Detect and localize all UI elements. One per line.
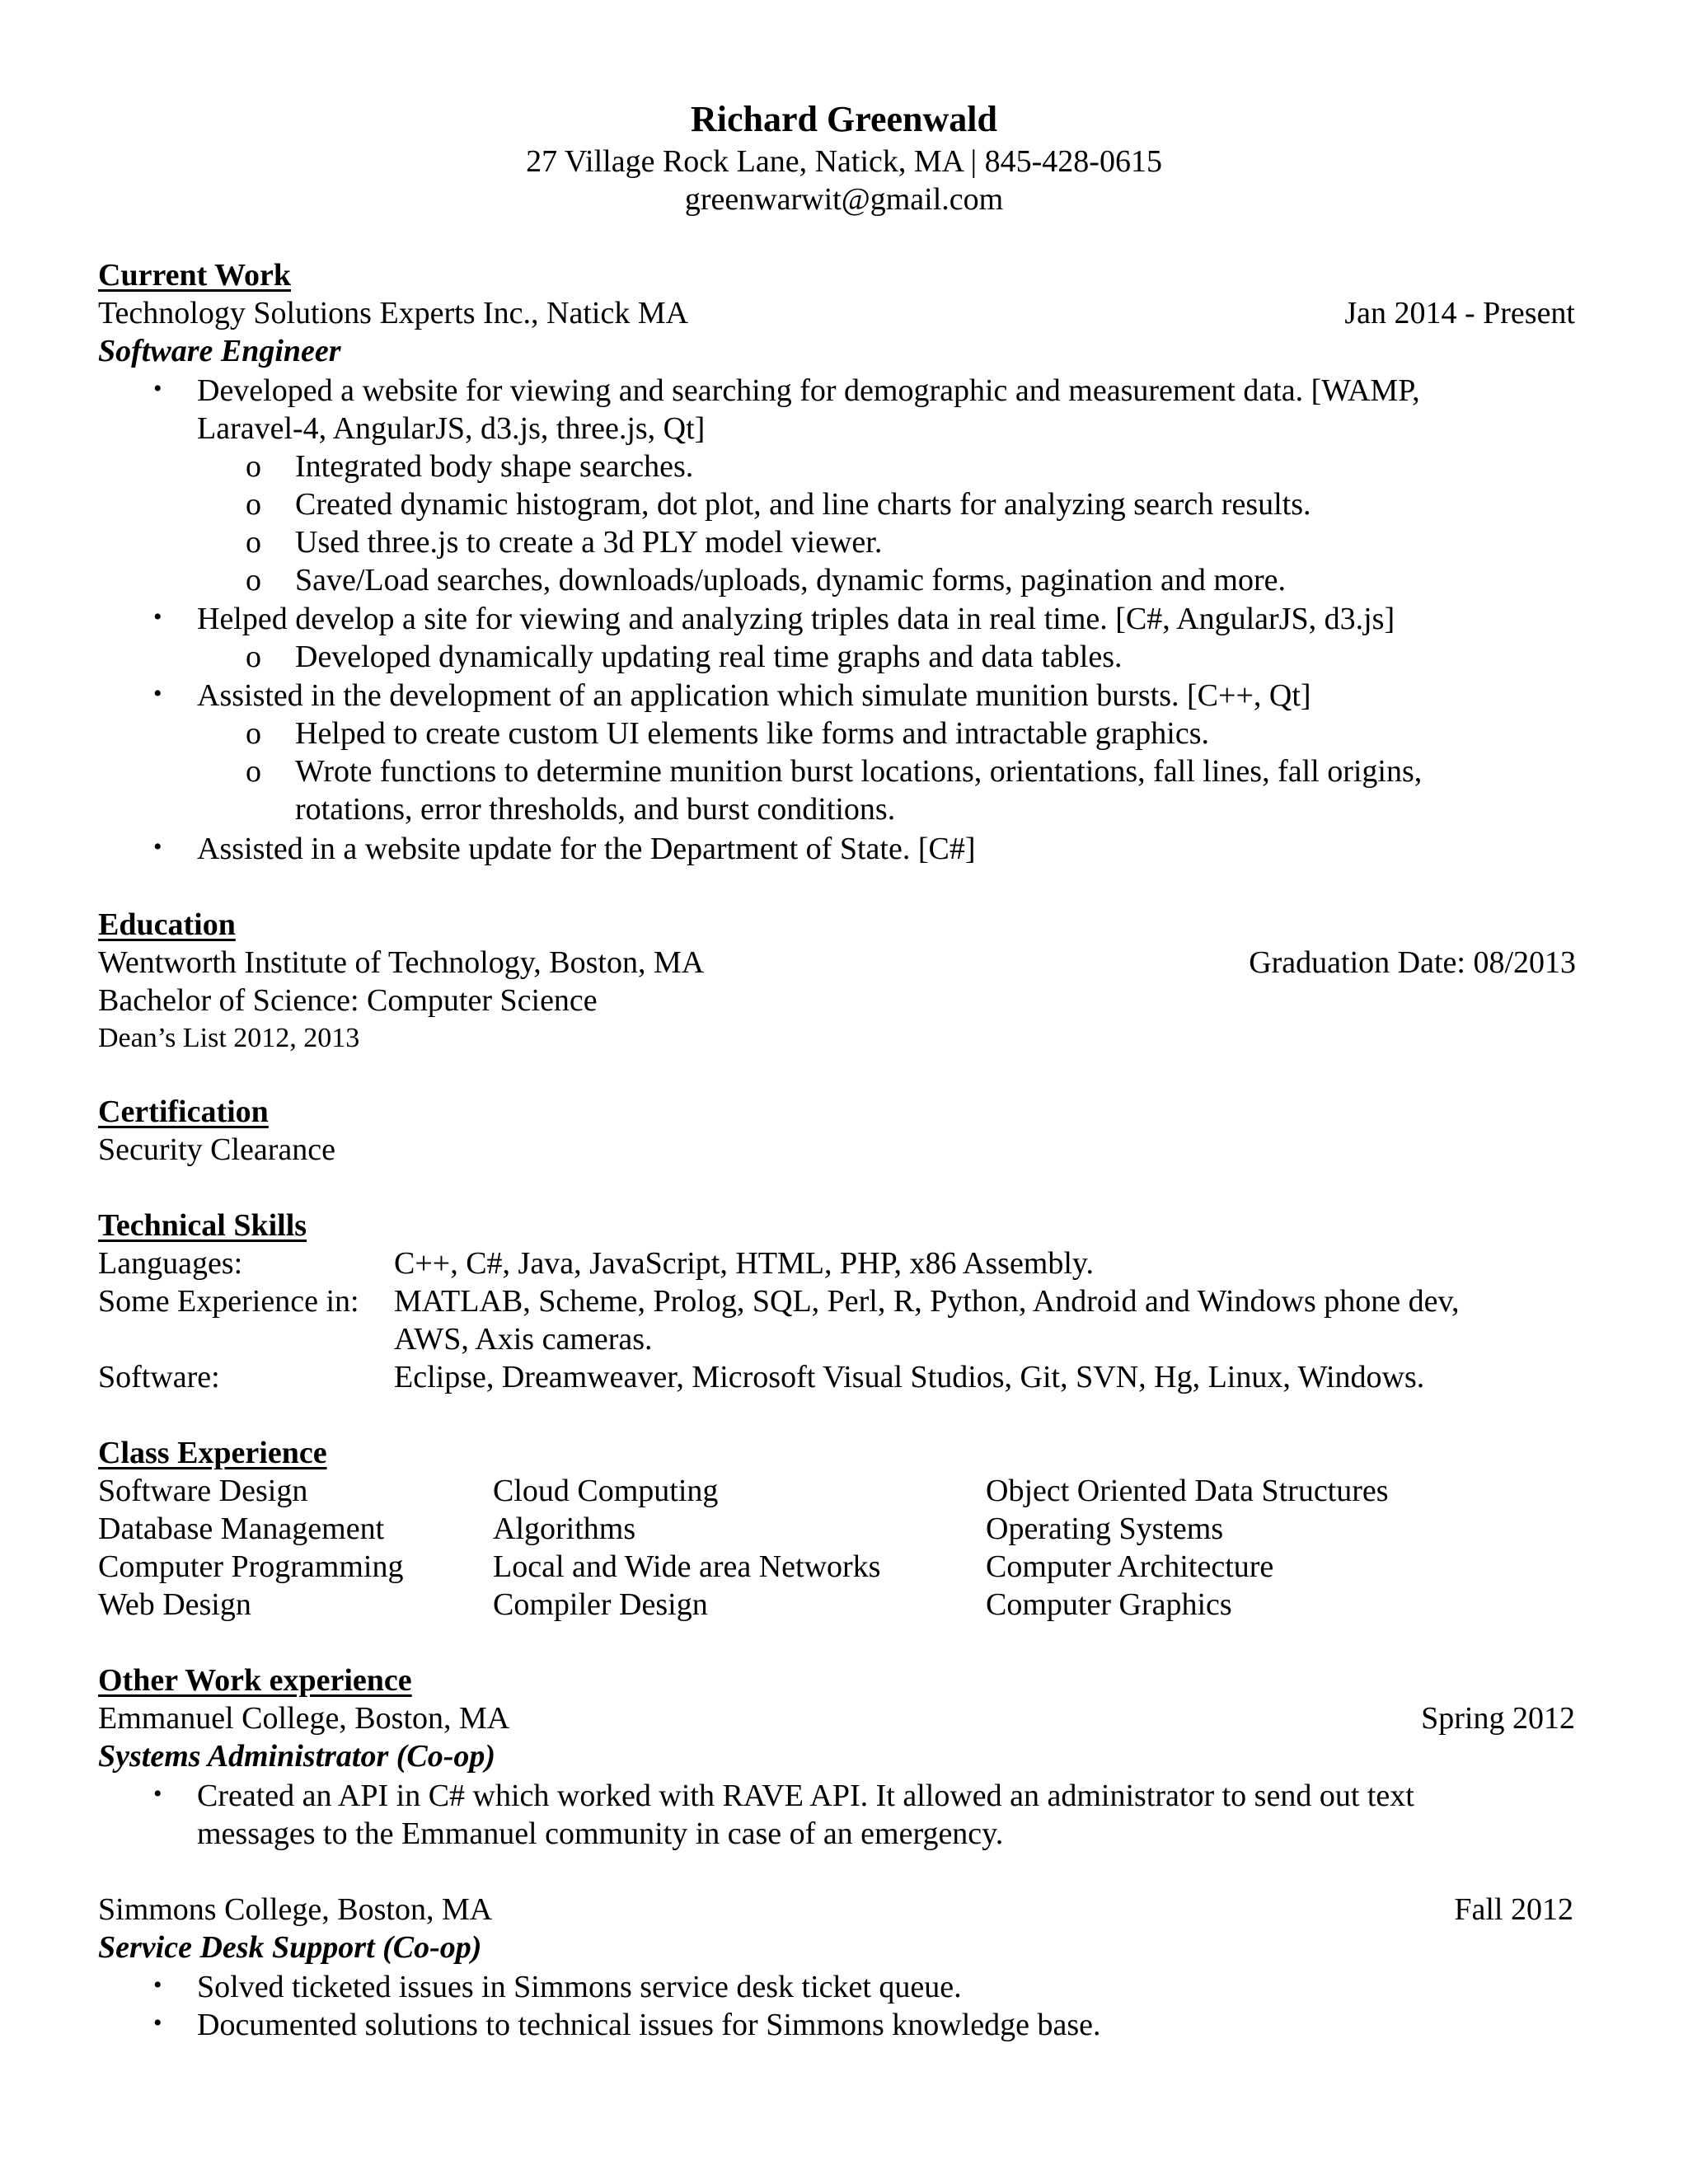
class-item: Cloud Computing (493, 1474, 719, 1508)
email: greenwarwit@gmail.com (684, 182, 1004, 217)
sub-bullet-text: Integrated body shape searches. (295, 449, 694, 484)
class-item: Operating Systems (986, 1511, 1224, 1546)
other-work-heading: Other Work experience (98, 1663, 412, 1698)
bullet-icon: • (153, 680, 162, 707)
sub-bullet-text: rotations, error thresholds, and burst conditions. (295, 792, 896, 827)
bullet-text: Assisted in a website update for the Department of State. [C#] (197, 832, 976, 866)
software-label: Software: (98, 1360, 220, 1394)
languages-label: Languages: (98, 1246, 243, 1281)
current-dates: Jan 2014 - Present (1344, 296, 1575, 330)
class-experience-heading: Class Experience (98, 1436, 327, 1470)
sub-bullet-text: Helped to create custom UI elements like forms and intractable graphics. (295, 716, 1209, 751)
bullet-text: Documented solutions to technical issues for Simmons knowledge base. (197, 2008, 1101, 2042)
sub-bullet-icon: o (246, 449, 261, 484)
bullet-icon: • (153, 2009, 162, 2036)
experience-value: AWS, Axis cameras. (394, 1322, 653, 1357)
class-item: Algorithms (493, 1511, 636, 1546)
experience-label: Some Experience in: (98, 1284, 359, 1319)
bullet-text: Assisted in the development of an application which simulate munition bursts. [C++, Qt] (197, 678, 1311, 713)
job-title: Systems Administrator (Co-op) (98, 1739, 496, 1774)
sub-bullet-text: Wrote functions to determine munition burst locations, orientations, fall lines, fall origins, (295, 754, 1423, 789)
job-title: Service Desk Support (Co-op) (98, 1930, 482, 1965)
sub-bullet-text: Created dynamic histogram, dot plot, and line charts for analyzing search results. (295, 487, 1311, 522)
class-item: Compiler Design (493, 1587, 708, 1622)
degree: Bachelor of Science: Computer Science (98, 983, 598, 1018)
class-item: Computer Graphics (986, 1587, 1232, 1622)
software-value: Eclipse, Dreamweaver, Microsoft Visual Studios, Git, SVN, Hg, Linux, Windows. (394, 1360, 1425, 1394)
bullet-icon: • (153, 375, 162, 402)
certification-heading: Certification (98, 1094, 269, 1129)
graduation-date: Graduation Date: 08/2013 (1249, 945, 1576, 980)
technical-skills-heading: Technical Skills (98, 1208, 307, 1243)
class-item: Computer Programming (98, 1549, 404, 1584)
sub-bullet-icon: o (246, 716, 261, 751)
sub-bullet-text: Developed dynamically updating real time graphs and data tables. (295, 640, 1123, 674)
deans-list: Dean’s List 2012, 2013 (98, 1023, 360, 1053)
bullet-icon: • (153, 1780, 162, 1807)
bullet-text: Solved ticketed issues in Simmons service desk ticket queue. (197, 1970, 962, 2004)
bullet-text: Created an API in C# which worked with RAVE API. It allowed an administrator to send out text (197, 1779, 1414, 1813)
resume-name: Richard Greenwald (691, 99, 997, 139)
sub-bullet-icon: o (246, 640, 261, 674)
sub-bullet-icon: o (246, 754, 261, 789)
employer: Simmons College, Boston, MA (98, 1892, 493, 1927)
sub-bullet-icon: o (246, 487, 261, 522)
school: Wentworth Institute of Technology, Boston, MA (98, 945, 705, 980)
employment-dates: Spring 2012 (1421, 1701, 1575, 1736)
class-item: Local and Wide area Networks (493, 1549, 881, 1584)
current-work-heading: Current Work (98, 258, 291, 293)
class-item: Software Design (98, 1474, 308, 1508)
employment-dates: Fall 2012 (1454, 1892, 1573, 1927)
class-item: Web Design (98, 1587, 251, 1622)
current-title: Software Engineer (98, 334, 341, 368)
bullet-icon: • (153, 833, 162, 860)
sub-bullet-text: Used three.js to create a 3d PLY model viewer. (295, 525, 883, 560)
bullet-text: messages to the Emmanuel community in case of an emergency. (197, 1816, 1004, 1851)
class-item: Computer Architecture (986, 1549, 1274, 1584)
sub-bullet-text: Save/Load searches, downloads/uploads, dynamic forms, pagination and more. (295, 563, 1286, 598)
languages-value: C++, C#, Java, JavaScript, HTML, PHP, x86 Assembly. (394, 1246, 1094, 1281)
bullet-icon: • (153, 603, 162, 630)
bullet-icon: • (153, 1971, 162, 1999)
bullet-text: Helped develop a site for viewing and analyzing triples data in real time. [C#, AngularJS, d3.js] (197, 602, 1395, 636)
bullet-text: Developed a website for viewing and searching for demographic and measurement data. [WAMP, (197, 373, 1420, 408)
class-item: Database Management (98, 1511, 385, 1546)
sub-bullet-icon: o (246, 525, 261, 560)
experience-value: MATLAB, Scheme, Prolog, SQL, Perl, R, Python, Android and Windows phone dev, (394, 1284, 1460, 1319)
class-item: Object Oriented Data Structures (986, 1474, 1389, 1508)
certification-item: Security Clearance (98, 1132, 336, 1167)
employer: Emmanuel College, Boston, MA (98, 1701, 510, 1736)
education-heading: Education (98, 907, 236, 942)
bullet-text: Laravel-4, AngularJS, d3.js, three.js, Qt] (197, 411, 706, 446)
address-line: 27 Village Rock Lane, Natick, MA | 845-428-0615 (526, 144, 1162, 179)
sub-bullet-icon: o (246, 563, 261, 598)
current-employer: Technology Solutions Experts Inc., Natick MA (98, 296, 689, 330)
